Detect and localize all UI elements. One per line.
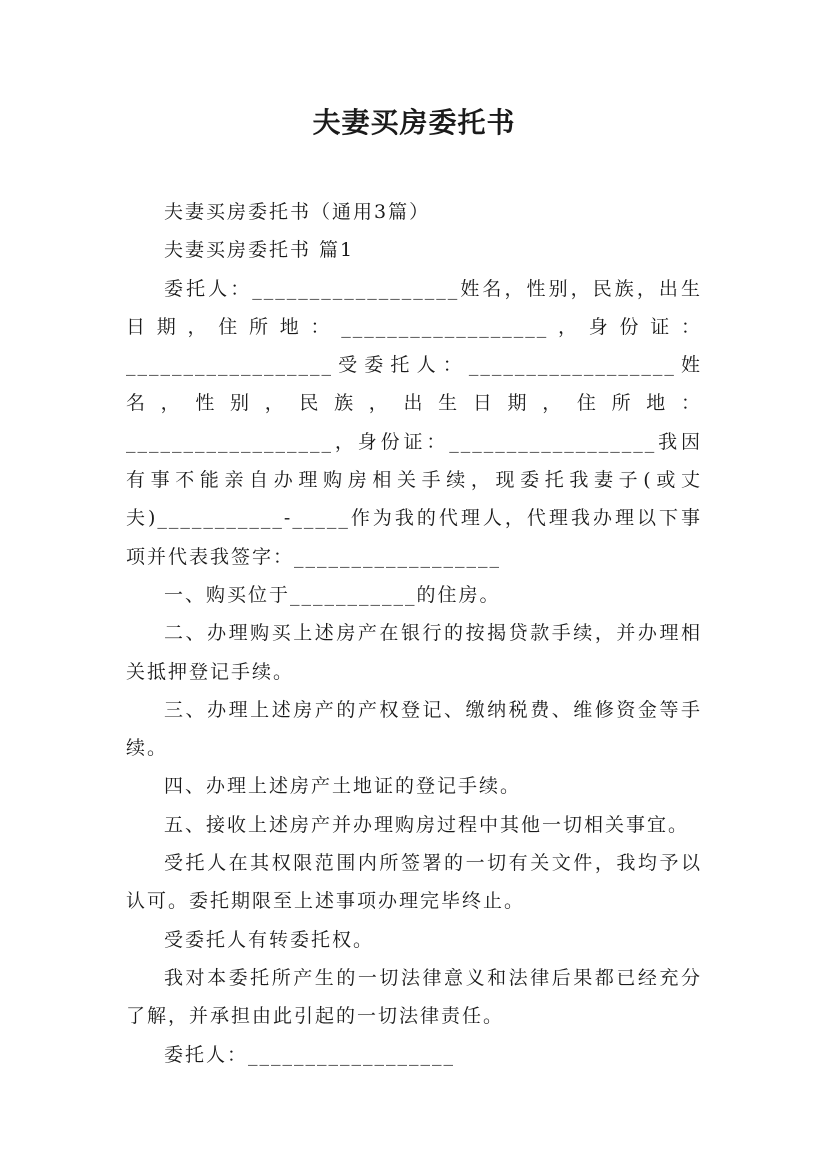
document-body	[126, 193, 702, 1074]
authority-paragraph: 受托人在其权限范围内所签署的一切有关文件，我均予以认可。委托期限至上述事项办理完毕终止。	[126, 852, 702, 913]
liability-paragraph: 我对本委托所产生的一切法律意义和法律后果都已经充分了解，并承担由此引起的一切法律责任。	[126, 966, 702, 1028]
item-2-paragraph: 二、办理购买上述房产在银行的按揭贷款手续，并办理相关抵押登记手续。	[126, 622, 702, 683]
principal-info-paragraph: 委托人：__________________姓名，性别，民族，出生日期，住所地：__________________，身份证：__________________受委托人：__________________姓名，性别，民族，出生日期，住所地：__________________，身份证：__________________我因有事不能亲自办理购房相关手续，现委托我妻子(或丈夫)___________-_____作为我的代理人，代理我办理以下事项并代表我签字：__________________	[126, 277, 702, 568]
signature-line: 委托人：__________________	[164, 1043, 456, 1066]
item-3-paragraph: 三、办理上述房产的产权登记、缴纳税费、维修资金等手续。	[126, 698, 702, 760]
subtitle-paragraph: 夫妻买房委托书（通用3篇）	[164, 201, 431, 223]
sub-delegation-paragraph: 受委托人有转委托权。	[164, 928, 375, 951]
document-title: 夫妻买房委托书	[312, 106, 516, 139]
item-4-paragraph: 四、办理上述房产土地证的登记手续。	[164, 775, 522, 798]
item-1-paragraph: 一、购买位于___________的住房。	[164, 583, 501, 606]
section-heading: 夫妻买房委托书 篇1	[164, 239, 355, 262]
item-5-paragraph: 五、接收上述房产并办理购房过程中其他一切相关事宜。	[164, 813, 690, 836]
